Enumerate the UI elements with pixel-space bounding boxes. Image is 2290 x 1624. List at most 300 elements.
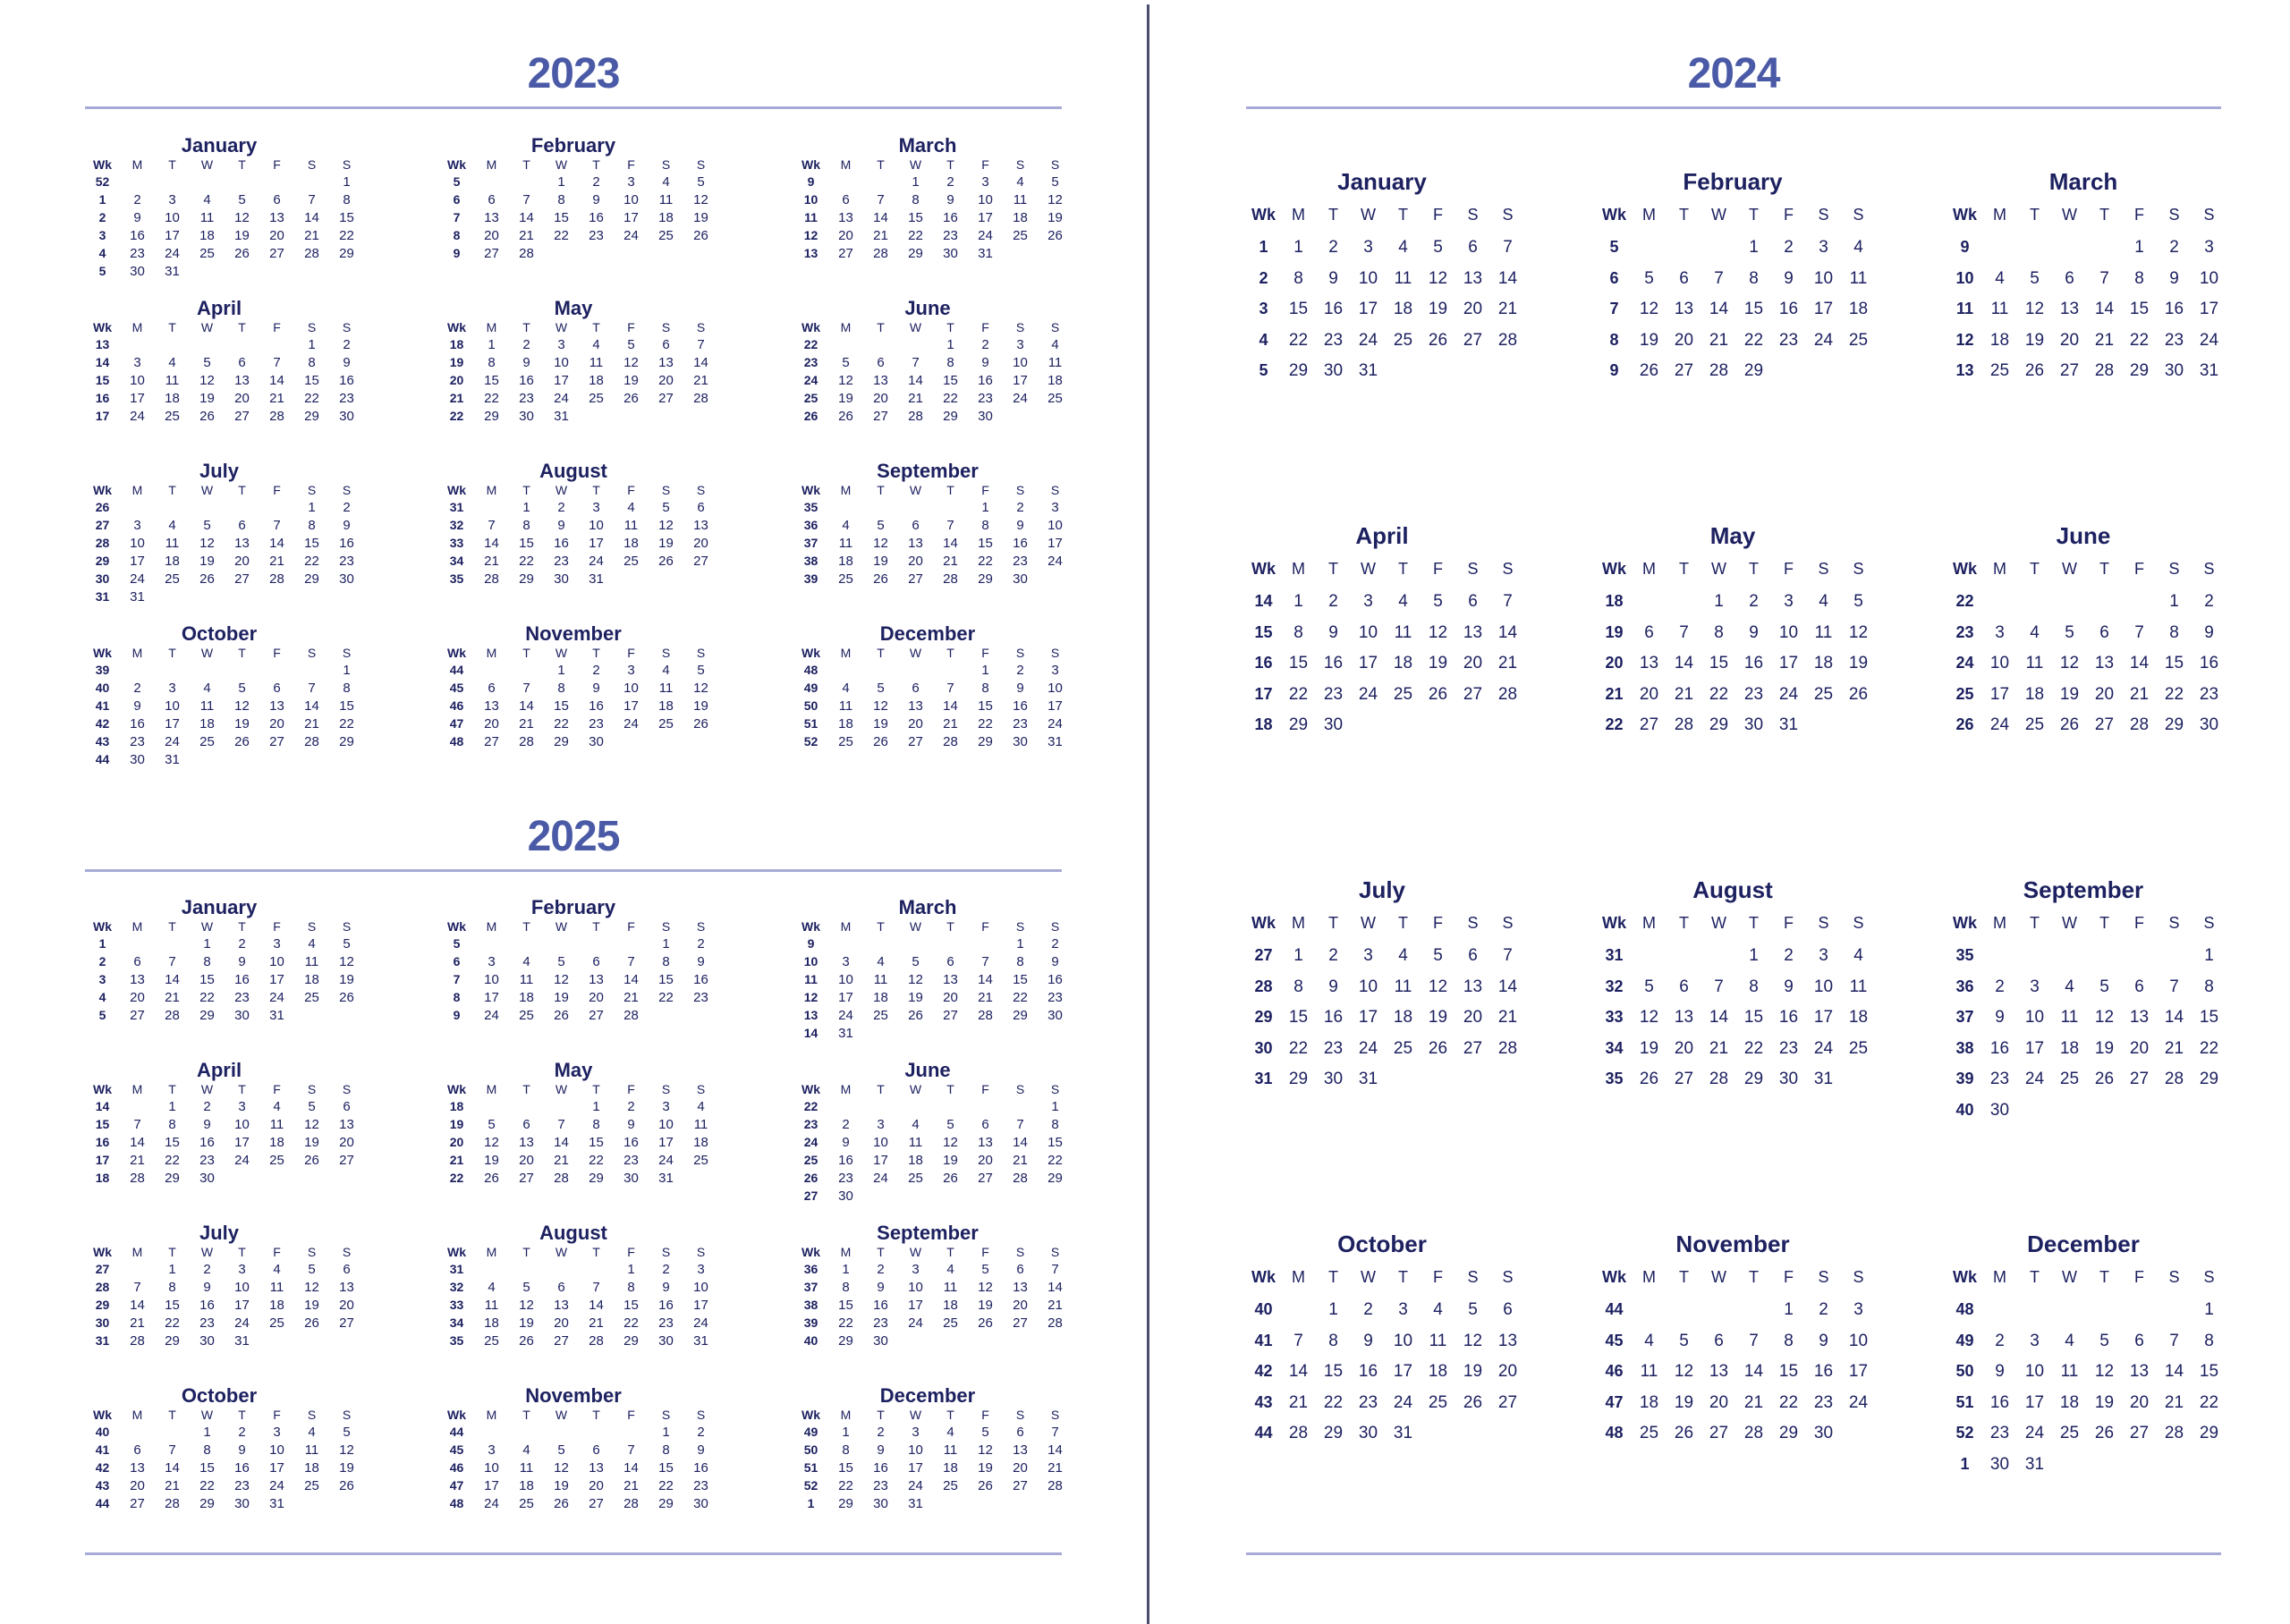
day-cell: 30 — [873, 1496, 888, 1511]
day-cell: 20 — [589, 1478, 604, 1493]
weekday-header: S — [307, 919, 317, 934]
day-cell: 23 — [1358, 1392, 1378, 1412]
day-cell: 19 — [943, 1153, 958, 1168]
day-cell: 23 — [1813, 1392, 1834, 1412]
day-cell: 4 — [946, 1425, 954, 1440]
day-cell: 18 — [693, 1135, 708, 1150]
day-cell: 4 — [1398, 592, 1408, 611]
weekday-header: S — [1015, 1082, 1025, 1096]
day-cell: 12 — [339, 954, 354, 969]
week-number: 40 — [95, 1425, 110, 1439]
day-cell: 2 — [842, 1117, 850, 1132]
week-number: 35 — [1605, 1070, 1624, 1087]
day-cell: 6 — [133, 1442, 141, 1458]
day-cell: 16 — [234, 972, 250, 987]
weekday-header: T — [1749, 1268, 1759, 1286]
day-cell: 5 — [2065, 622, 2074, 642]
week-number: 6 — [453, 954, 461, 968]
day-cell: 28 — [1288, 1424, 1309, 1442]
day-cell: 10 — [1393, 1331, 1413, 1350]
month-name: July — [199, 460, 240, 482]
week-header: Wk — [1953, 206, 1977, 224]
day-cell: 2 — [1995, 1331, 2005, 1350]
day-cell: 17 — [484, 1478, 499, 1493]
day-cell: 3 — [168, 192, 176, 207]
day-cell: 1 — [662, 1425, 670, 1440]
day-cell: 19 — [2059, 684, 2080, 704]
day-cell: 5 — [522, 1280, 530, 1295]
week-header: Wk — [802, 483, 820, 497]
day-cell: 22 — [199, 990, 215, 1005]
week-number: 15 — [1254, 622, 1273, 641]
day-cell: 7 — [273, 518, 281, 533]
week-number: 1 — [98, 192, 106, 207]
day-cell: 26 — [943, 1171, 958, 1186]
day-cell: 20 — [838, 228, 853, 243]
day-cell: 5 — [488, 1117, 496, 1132]
day-cell: 15 — [304, 373, 319, 388]
day-cell: 31 — [165, 752, 180, 767]
week-number: 46 — [1605, 1362, 1624, 1380]
day-cell: 20 — [2129, 1038, 2150, 1058]
weekday-header: T — [946, 1245, 954, 1259]
day-cell: 24 — [623, 716, 639, 732]
week-header: Wk — [1602, 560, 1626, 578]
day-cell: 22 — [589, 1153, 604, 1168]
weekday-header: M — [131, 483, 143, 497]
day-cell: 17 — [1813, 1008, 1834, 1027]
week-number: 30 — [95, 571, 110, 586]
weekday-header: F — [981, 919, 989, 934]
day-cell: 4 — [877, 954, 885, 969]
day-cell: 7 — [946, 681, 954, 696]
day-cell: 29 — [165, 1171, 180, 1186]
day-cell: 23 — [199, 1315, 215, 1331]
day-cell: 28 — [589, 1333, 604, 1349]
day-cell: 13 — [269, 698, 284, 714]
week-number: 27 — [1254, 946, 1273, 964]
day-cell: 24 — [484, 1008, 499, 1023]
day-cell: 3 — [877, 1117, 885, 1132]
day-cell: 18 — [943, 1298, 958, 1313]
day-cell: 19 — [693, 210, 708, 225]
day-cell: 26 — [339, 990, 354, 1005]
day-cell: 13 — [2129, 1362, 2150, 1381]
weekday-header: S — [1818, 206, 1829, 224]
day-cell: 9 — [1784, 977, 1794, 996]
day-cell: 26 — [484, 1171, 499, 1186]
day-cell: 5 — [1433, 946, 1443, 965]
day-cell: 22 — [554, 228, 569, 243]
day-cell: 6 — [488, 192, 496, 207]
day-cell: 11 — [1849, 977, 1868, 996]
weekday-header: T — [877, 919, 885, 934]
weekday-header: T — [2030, 914, 2040, 932]
day-cell: 20 — [484, 228, 499, 243]
weekday-header: S — [307, 157, 317, 172]
day-cell: 28 — [304, 246, 319, 261]
weekday-header: F — [273, 919, 281, 934]
weekday-header: T — [238, 1408, 246, 1422]
week-number: 12 — [803, 228, 818, 242]
day-cell: 29 — [1709, 715, 1729, 734]
day-cell: 5 — [238, 681, 246, 696]
week-number: 36 — [1955, 977, 1974, 995]
weekday-header: T — [1679, 914, 1689, 932]
weekday-header: S — [696, 157, 706, 172]
weekday-header: W — [555, 1408, 568, 1422]
day-cell: 17 — [1813, 300, 1834, 318]
day-cell: 7 — [1016, 1117, 1024, 1132]
day-cell: 27 — [1709, 1424, 1729, 1442]
day-cell: 6 — [557, 1280, 565, 1295]
day-cell: 9 — [343, 518, 351, 533]
day-cell: 21 — [978, 990, 993, 1005]
day-cell: 6 — [912, 518, 920, 533]
week-number: 8 — [453, 228, 461, 242]
day-cell: 10 — [234, 1280, 250, 1295]
day-cell: 2 — [203, 1099, 211, 1114]
day-cell: 6 — [1016, 1425, 1024, 1440]
day-cell: 21 — [1709, 1038, 1729, 1058]
weekday-header: T — [592, 320, 600, 334]
day-cell: 13 — [1013, 1442, 1028, 1458]
week-number: 35 — [803, 500, 818, 514]
day-cell: 16 — [838, 1153, 853, 1168]
day-cell: 5 — [697, 174, 705, 190]
weekday-header: W — [200, 1245, 214, 1259]
day-cell: 2 — [877, 1262, 885, 1277]
day-cell: 25 — [658, 228, 674, 243]
day-cell: 11 — [1013, 192, 1028, 207]
day-cell: 4 — [1995, 268, 2005, 288]
day-cell: 11 — [589, 355, 604, 370]
day-cell: 26 — [199, 409, 215, 424]
week-number: 42 — [95, 716, 110, 731]
weekday-header: T — [1398, 560, 1408, 578]
day-cell: 16 — [1323, 654, 1344, 672]
month-name: November — [525, 1384, 622, 1407]
day-cell: 25 — [165, 409, 180, 424]
day-cell: 7 — [877, 192, 885, 207]
week-number: 36 — [803, 1262, 818, 1276]
day-cell: 27 — [554, 1333, 569, 1349]
day-cell: 17 — [658, 1135, 674, 1150]
day-cell: 25 — [693, 1153, 708, 1168]
day-cell: 18 — [1639, 1392, 1659, 1412]
day-cell: 25 — [943, 1315, 958, 1331]
day-cell: 13 — [2059, 300, 2080, 318]
weekday-header: M — [1642, 914, 1656, 932]
weekday-header: W — [909, 1408, 922, 1422]
week-number: 3 — [98, 972, 106, 986]
day-cell: 4 — [1853, 946, 1863, 965]
day-cell: 13 — [1497, 1331, 1518, 1350]
day-cell: 9 — [203, 1117, 211, 1132]
day-cell: 6 — [238, 518, 246, 533]
week-header: Wk — [447, 1408, 466, 1422]
week-number: 49 — [803, 681, 818, 695]
week-number: 28 — [1254, 977, 1273, 995]
weekday-header: M — [1993, 206, 2006, 224]
weekday-header: T — [946, 157, 954, 172]
day-cell: 6 — [1679, 977, 1689, 996]
day-cell: 30 — [978, 409, 993, 424]
week-number: 35 — [449, 1333, 464, 1348]
week-header: Wk — [802, 1082, 820, 1096]
day-cell: 21 — [165, 990, 180, 1005]
day-cell: 14 — [2094, 300, 2115, 318]
day-cell: 21 — [519, 228, 534, 243]
day-cell: 25 — [1848, 1038, 1869, 1058]
day-cell: 6 — [133, 954, 141, 969]
weekday-header: S — [1050, 1245, 1060, 1259]
weekday-header: T — [1398, 206, 1408, 224]
day-cell: 18 — [658, 698, 674, 714]
day-cell: 19 — [978, 1460, 993, 1476]
weekday-header: F — [627, 320, 635, 334]
weekday-header: S — [661, 483, 671, 497]
weekday-header: F — [1433, 1268, 1443, 1286]
month-name: September — [2023, 876, 2144, 903]
day-cell: 10 — [130, 373, 145, 388]
day-cell: 24 — [269, 1478, 284, 1493]
day-cell: 10 — [908, 1280, 923, 1295]
day-cell: 11 — [623, 518, 639, 533]
day-cell: 8 — [1749, 268, 1759, 288]
month-name: May — [1709, 522, 1756, 549]
week-number: 12 — [1955, 330, 1974, 349]
day-cell: 22 — [658, 990, 674, 1005]
day-cell: 8 — [912, 192, 920, 207]
day-cell: 3 — [981, 174, 989, 190]
day-cell: 10 — [1813, 268, 1834, 288]
weekday-header: F — [273, 646, 281, 660]
week-number: 5 — [98, 264, 106, 278]
day-cell: 5 — [662, 500, 670, 515]
week-number: 9 — [1960, 238, 1970, 256]
day-cell: 20 — [1497, 1362, 1518, 1381]
day-cell: 6 — [592, 954, 600, 969]
day-cell: 7 — [1051, 1425, 1059, 1440]
month-2023-march — [793, 134, 1062, 288]
day-cell: 6 — [1714, 1331, 1724, 1350]
day-cell: 18 — [1013, 210, 1028, 225]
day-cell: 1 — [203, 1425, 211, 1440]
day-cell: 15 — [199, 972, 215, 987]
day-cell: 6 — [1016, 1262, 1024, 1277]
day-cell: 19 — [658, 536, 674, 551]
day-cell: 21 — [1047, 1460, 1063, 1476]
day-cell: 13 — [2094, 654, 2115, 672]
week-number: 46 — [449, 1460, 464, 1475]
week-number: 48 — [1955, 1300, 1974, 1318]
day-cell: 14 — [1674, 654, 1694, 672]
weekday-header: M — [131, 1408, 143, 1422]
day-cell: 13 — [838, 210, 853, 225]
week-number: 42 — [95, 1460, 110, 1475]
day-cell: 6 — [2099, 622, 2109, 642]
day-cell: 9 — [946, 192, 954, 207]
day-cell: 14 — [943, 698, 958, 714]
day-cell: 20 — [589, 990, 604, 1005]
week-number: 44 — [1605, 1300, 1624, 1318]
weekday-header: T — [2099, 560, 2109, 578]
weekday-header: S — [342, 1408, 352, 1422]
day-cell: 20 — [130, 1478, 145, 1493]
day-cell: 2 — [946, 174, 954, 190]
day-cell: 13 — [589, 972, 604, 987]
month-name: August — [1692, 876, 1773, 903]
day-cell: 23 — [873, 1315, 888, 1331]
day-cell: 16 — [519, 373, 534, 388]
day-cell: 25 — [838, 571, 853, 587]
day-cell: 16 — [234, 1460, 250, 1476]
day-cell: 2 — [662, 1262, 670, 1277]
day-cell: 18 — [1047, 373, 1063, 388]
day-cell: 13 — [339, 1117, 354, 1132]
day-cell: 10 — [1358, 622, 1378, 642]
day-cell: 10 — [693, 1280, 708, 1295]
day-cell: 18 — [623, 536, 639, 551]
day-cell: 13 — [693, 518, 708, 533]
day-cell: 13 — [943, 972, 958, 987]
month-name: October — [1337, 1231, 1427, 1257]
day-cell: 20 — [519, 1153, 534, 1168]
day-cell: 21 — [2164, 1392, 2184, 1412]
day-cell: 8 — [1293, 268, 1303, 288]
month-name: April — [196, 297, 242, 319]
day-cell: 30 — [1323, 1070, 1344, 1088]
day-cell: 7 — [627, 954, 635, 969]
day-cell: 27 — [2129, 1424, 2150, 1442]
week-header: Wk — [1953, 560, 1977, 578]
day-cell: 18 — [943, 1460, 958, 1476]
day-cell: 6 — [273, 192, 281, 207]
day-cell: 13 — [269, 210, 284, 225]
week-number: 19 — [449, 355, 464, 369]
weekday-header: M — [131, 919, 143, 934]
weekday-header: W — [1711, 560, 1726, 578]
day-cell: 6 — [592, 1442, 600, 1458]
week-number: 9 — [807, 936, 815, 951]
month-2023-june — [793, 297, 1062, 451]
day-cell: 1 — [1016, 936, 1024, 952]
day-cell: 8 — [1784, 1331, 1794, 1350]
day-cell: 9 — [203, 1280, 211, 1295]
day-cell: 15 — [484, 373, 499, 388]
day-cell: 19 — [339, 1460, 354, 1476]
day-cell: 23 — [2164, 330, 2184, 350]
day-cell: 5 — [203, 355, 211, 370]
day-cell: 13 — [978, 1135, 993, 1150]
day-cell: 2 — [238, 936, 246, 952]
day-cell: 10 — [554, 355, 569, 370]
day-cell: 4 — [2065, 977, 2074, 996]
weekday-header: T — [592, 157, 600, 172]
day-cell: 16 — [199, 1298, 215, 1313]
week-number: 22 — [803, 337, 818, 351]
week-number: 11 — [804, 210, 818, 224]
day-cell: 11 — [693, 1117, 708, 1132]
day-cell: 11 — [943, 1280, 958, 1295]
day-cell: 26 — [693, 228, 708, 243]
day-cell: 14 — [693, 355, 708, 370]
day-cell: 5 — [557, 1442, 565, 1458]
day-cell: 26 — [623, 391, 639, 406]
weekday-header: S — [342, 646, 352, 660]
year-title-2023: 2023 — [527, 50, 620, 97]
day-cell: 22 — [1013, 990, 1028, 1005]
weekday-header: S — [696, 1408, 706, 1422]
day-cell: 7 — [912, 355, 920, 370]
month-2024-september — [1947, 876, 2219, 1222]
weekday-header: S — [1015, 646, 1025, 660]
day-cell: 15 — [908, 210, 923, 225]
weekday-header: T — [238, 1082, 246, 1096]
day-cell: 22 — [1709, 684, 1729, 704]
day-cell: 30 — [130, 264, 145, 279]
weekday-header: M — [840, 646, 852, 660]
day-cell: 26 — [339, 1478, 354, 1493]
week-header: Wk — [1953, 1268, 1977, 1286]
weekday-header: M — [486, 1082, 497, 1096]
day-cell: 7 — [1503, 238, 1513, 257]
day-cell: 10 — [1358, 977, 1378, 996]
day-cell: 11 — [1640, 1362, 1658, 1381]
weekday-header: T — [1749, 560, 1759, 578]
week-number: 3 — [98, 228, 106, 242]
weekday-header: S — [1050, 1408, 1060, 1422]
weekday-header: S — [2168, 560, 2180, 578]
day-cell: 20 — [269, 228, 284, 243]
day-cell: 13 — [1639, 654, 1659, 672]
day-cell: 13 — [1674, 300, 1694, 318]
day-cell: 17 — [1047, 536, 1063, 551]
day-cell: 6 — [343, 1099, 351, 1114]
month-2025-april — [85, 1059, 353, 1213]
day-cell: 4 — [592, 337, 600, 352]
day-cell: 10 — [1813, 977, 1834, 996]
day-cell: 19 — [1848, 654, 1869, 672]
month-2025-january — [85, 896, 353, 1050]
week-number: 51 — [803, 1460, 818, 1475]
month-name: February — [530, 896, 616, 918]
day-cell: 26 — [978, 1315, 993, 1331]
day-cell: 12 — [199, 373, 215, 388]
week-number: 39 — [1955, 1070, 1974, 1087]
day-cell: 29 — [519, 571, 534, 587]
week-number: 44 — [1254, 1424, 1273, 1442]
weekday-header: S — [1015, 320, 1025, 334]
day-cell: 31 — [658, 1171, 674, 1186]
day-cell: 15 — [339, 698, 354, 714]
day-cell: 25 — [1639, 1424, 1659, 1442]
day-cell: 18 — [1813, 654, 1834, 672]
day-cell: 19 — [519, 1315, 534, 1331]
weekday-header: W — [1711, 914, 1726, 932]
day-cell: 11 — [304, 1442, 319, 1458]
day-cell: 2 — [238, 1425, 246, 1440]
day-cell: 7 — [2169, 977, 2179, 996]
day-cell: 19 — [1674, 1392, 1694, 1412]
weekday-header: T — [1679, 560, 1689, 578]
week-number: 29 — [1254, 1008, 1273, 1026]
day-cell: 21 — [943, 716, 958, 732]
day-cell: 12 — [484, 1135, 499, 1150]
day-cell: 7 — [697, 337, 705, 352]
day-cell: 1 — [1784, 1300, 1794, 1319]
